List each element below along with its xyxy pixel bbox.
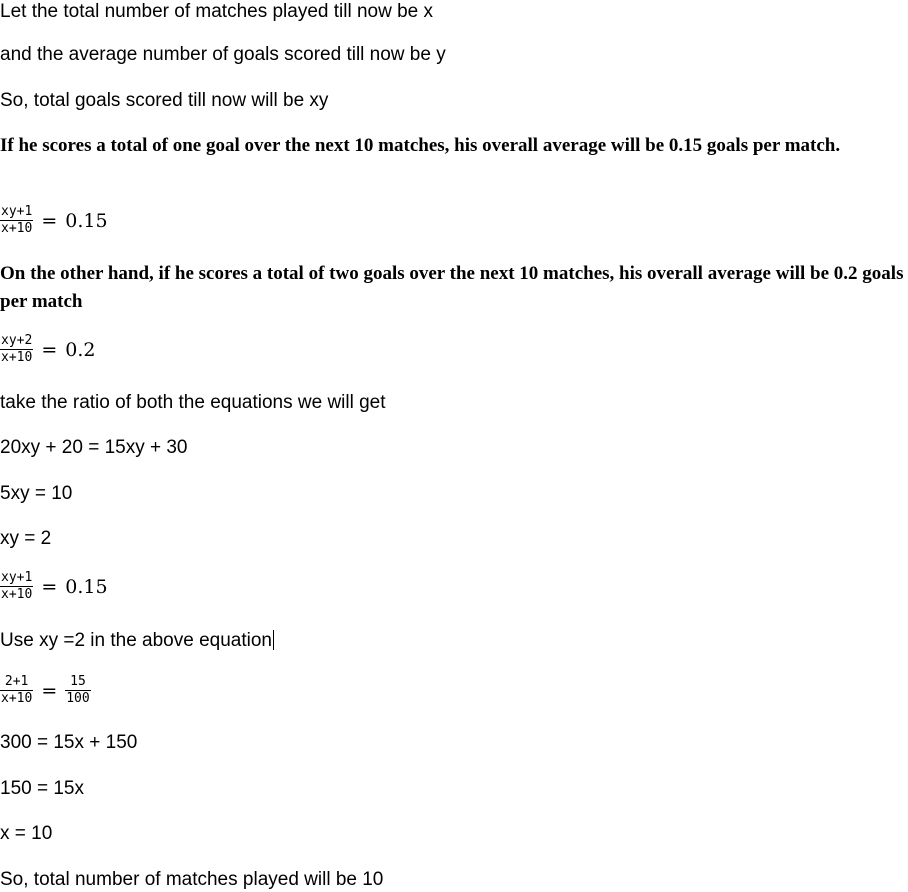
fraction — [0, 333, 33, 366]
bold-statement-two-goals: On the other hand, if he scores a total of two goals over the next 10 matches, his overall average will be 0.2 goals per match — [0, 263, 904, 312]
text-line-300: 300 = 15x + 150 — [0, 732, 138, 753]
denominator: x+10 — [1, 691, 33, 706]
denominator: 100 — [66, 691, 90, 706]
denominator: x+10 — [1, 587, 33, 602]
text-line-xy: xy = 2 — [0, 528, 52, 549]
equation-3 — [0, 570, 108, 603]
bold-statement-one-goal: If he scores a total of one goal over the next 10 matches, his overall average will be 0.15 goals per match. — [0, 135, 841, 156]
equation-value: 0.2 — [65, 338, 96, 361]
text-line-conclusion: So, total number of matches played will be 10 — [0, 869, 384, 890]
text-line-total-goals: So, total goals scored till now will be xy — [0, 90, 329, 111]
numerator: xy+1 — [1, 204, 33, 219]
numerator: 2+1 — [4, 674, 29, 689]
fraction-right — [65, 674, 90, 707]
text-line-150: 150 = 15x — [0, 778, 84, 799]
denominator: x+10 — [1, 221, 33, 236]
text-line-5xy: 5xy = 10 — [0, 483, 73, 504]
text-line-average-goals: and the average number of goals scored till now be y — [0, 44, 446, 65]
equation-value: 0.15 — [65, 209, 108, 232]
equals-sign: = — [41, 209, 58, 232]
text-line-total-matches: Let the total number of matches played till now be x — [0, 1, 434, 22]
equation-4 — [0, 674, 91, 707]
text-line-x-equals: x = 10 — [0, 823, 53, 844]
equals-sign: = — [41, 338, 58, 361]
equals-sign: = — [41, 575, 58, 598]
numerator: xy+2 — [1, 333, 33, 348]
equation-2 — [0, 333, 95, 366]
fraction — [0, 204, 33, 237]
equals-sign: = — [41, 679, 58, 702]
denominator: x+10 — [1, 350, 33, 365]
equation-1 — [0, 204, 108, 237]
text-line-use-xy-label: Use xy =2 in the above equation — [0, 630, 272, 651]
fraction-left — [0, 674, 33, 707]
text-cursor — [273, 630, 274, 650]
text-line-equation-expanded: 20xy + 20 = 15xy + 30 — [0, 437, 188, 458]
fraction — [0, 570, 33, 603]
equation-value: 0.15 — [65, 575, 108, 598]
text-line-take-ratio: take the ratio of both the equations we will get — [0, 392, 386, 413]
text-line-use-xy[interactable] — [0, 629, 274, 653]
numerator: xy+1 — [1, 570, 33, 585]
numerator: 15 — [70, 674, 86, 689]
